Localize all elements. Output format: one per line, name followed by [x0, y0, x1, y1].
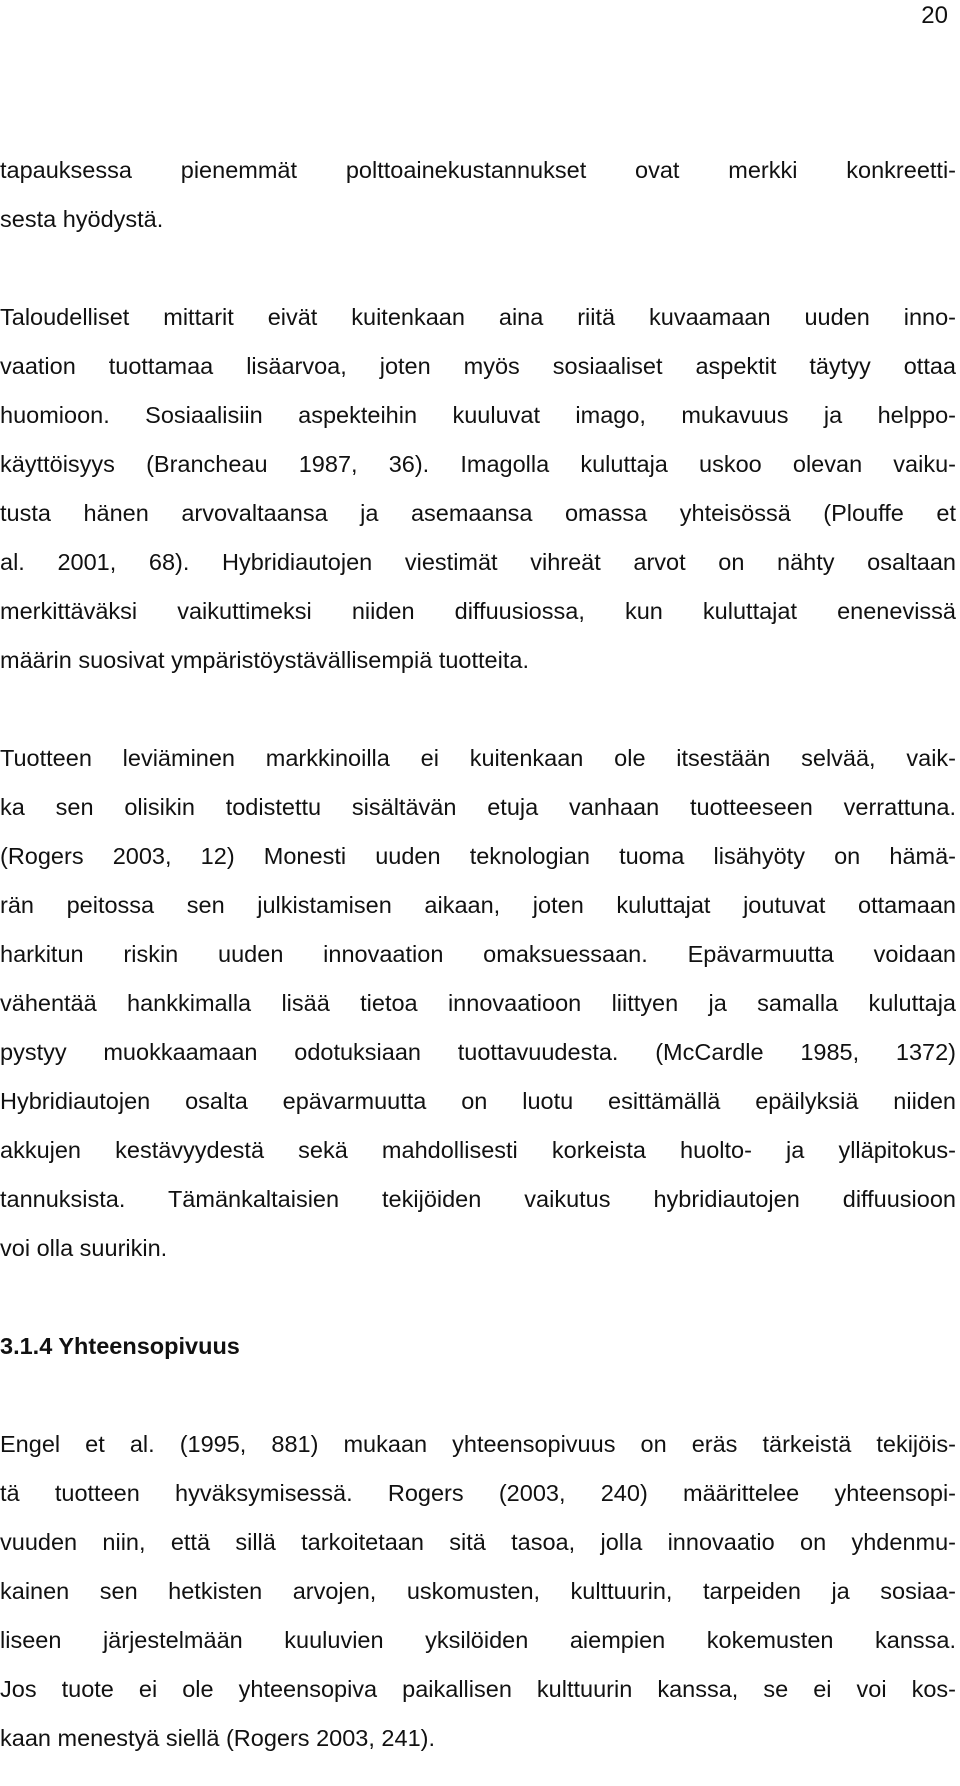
text-line: tusta hänen arvovaltaansa ja asemaansa omassa yhteisössä (Plouffe et — [0, 500, 956, 526]
text-line: huomioon. Sosiaalisiin aspekteihin kuuluvat imago, mukavuus ja helppo- — [0, 402, 956, 428]
text-line: voi olla suurikin. — [0, 1235, 168, 1261]
text-line: käyttöisyys (Brancheau 1987, 36). Imagolla kuluttaja uskoo olevan vaiku- — [0, 451, 956, 477]
text-line: tä tuotteen hyväksymisessä. Rogers (2003, 240) määrittelee yhteensopi- — [0, 1480, 956, 1506]
text-line: al. 2001, 68). Hybridiautojen viestimät vihreät arvot on nähty osaltaan — [0, 549, 956, 575]
text-line: Engel et al. (1995, 881) mukaan yhteensopivuus on eräs tärkeistä tekijöis- — [0, 1431, 956, 1457]
text-line: Tuotteen leviäminen markkinoilla ei kuitenkaan ole itsestään selvää, vaik- — [0, 745, 956, 771]
paragraph-1 — [0, 146, 956, 244]
page-number: 20 — [921, 2, 948, 29]
text-line: liseen järjestelmään kuuluvien yksilöiden aiempien kokemusten kanssa. — [0, 1627, 956, 1653]
text-line: ka sen olisikin todistettu sisältävän etuja vanhaan tuotteeseen verrattuna. — [0, 794, 956, 820]
text-line: Hybridiautojen osalta epävarmuutta on luotu esittämällä epäilyksiä niiden — [0, 1088, 956, 1114]
paragraph-3 — [0, 734, 956, 1273]
text-line: (Rogers 2003, 12) Monesti uuden teknologian tuoma lisähyöty on hämä- — [0, 843, 956, 869]
text-line: merkittäväksi vaikuttimeksi niiden diffuusiossa, kun kuluttajat enenevissä — [0, 598, 956, 624]
text-line: harkitun riskin uuden innovaation omaksuessaan. Epävarmuutta voidaan — [0, 941, 956, 967]
text-line: pystyy muokkaamaan odotuksiaan tuottavuudesta. (McCardle 1985, 1372) — [0, 1039, 956, 1065]
text-line: tannuksista. Tämänkaltaisien tekijöiden vaikutus hybridiautojen diffuusioon — [0, 1186, 956, 1212]
text-line: rän peitossa sen julkistamisen aikaan, joten kuluttajat joutuvat ottamaan — [0, 892, 956, 918]
document-body — [0, 146, 956, 1763]
text-line: Taloudelliset mittarit eivät kuitenkaan aina riitä kuvaamaan uuden inno- — [0, 304, 956, 330]
text-line: määrin suosivat ympäristöystävällisempiä tuotteita. — [0, 647, 529, 673]
text-line: vaation tuottamaa lisäarvoa, joten myös sosiaaliset aspektit täytyy ottaa — [0, 353, 956, 379]
section-heading: 3.1.4 Yhteensopivuus — [0, 1333, 240, 1359]
text-line: kainen sen hetkisten arvojen, uskomusten, kulttuurin, tarpeiden ja sosiaa- — [0, 1578, 956, 1604]
text-line: tapauksessa pienemmät polttoainekustannukset ovat merkki konkreetti- — [0, 157, 956, 183]
text-line: vähentää hankkimalla lisää tietoa innovaatioon liittyen ja samalla kuluttaja — [0, 990, 956, 1016]
text-line: akkujen kestävyydestä sekä mahdollisesti korkeista huolto- ja ylläpitokus- — [0, 1137, 956, 1163]
paragraph-4 — [0, 1420, 956, 1763]
paragraph-2 — [0, 293, 956, 685]
text-line: Jos tuote ei ole yhteensopiva paikallisen kulttuurin kanssa, se ei voi kos- — [0, 1676, 956, 1702]
text-line: sesta hyödystä. — [0, 206, 164, 232]
text-line: kaan menestyä siellä (Rogers 2003, 241). — [0, 1725, 435, 1751]
text-line: vuuden niin, että sillä tarkoitetaan sitä tasoa, jolla innovaatio on yhdenmu- — [0, 1529, 956, 1555]
